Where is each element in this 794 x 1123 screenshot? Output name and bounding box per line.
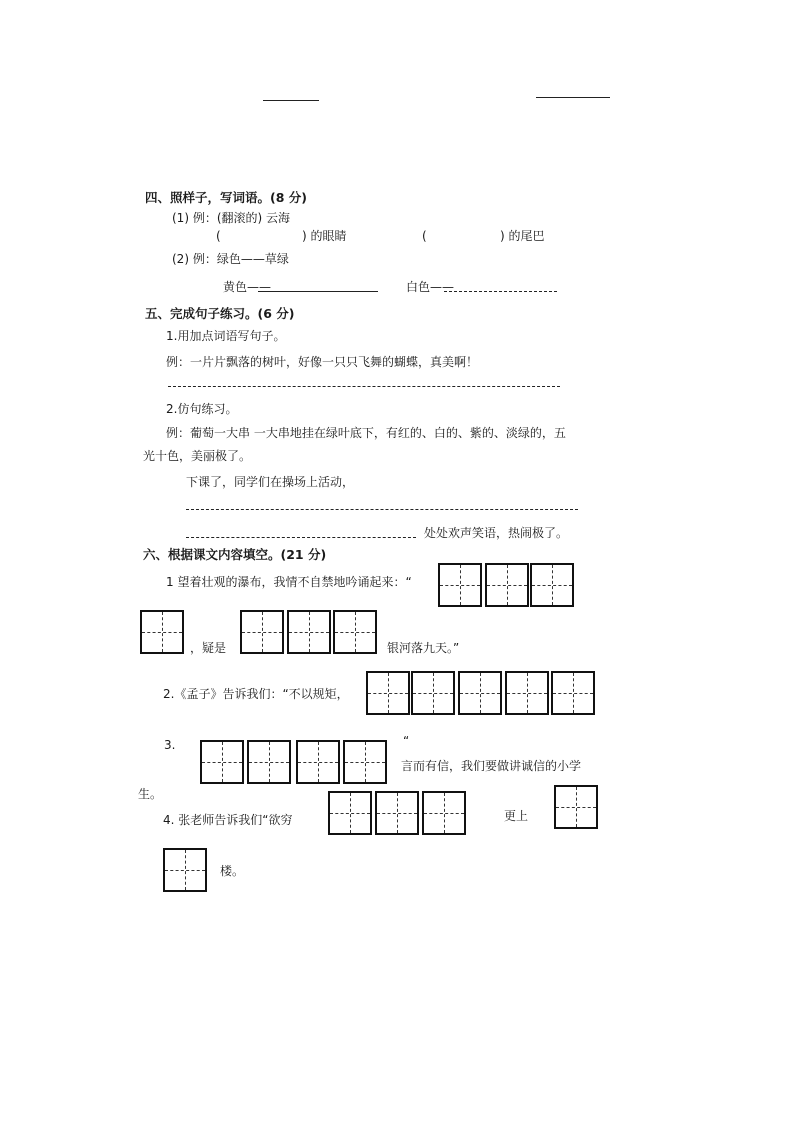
s5-q2-ending: 处处欢声笑语，热闹极了。 bbox=[424, 526, 569, 540]
s6-q3-continuation: 生。 bbox=[138, 787, 163, 801]
s5-q1-answer-line bbox=[168, 386, 560, 387]
s5-q1-example: 例：一片片飘落的树叶，好像一只只飞舞的蝴蝶，真美啊！ bbox=[166, 355, 479, 369]
s5-q2-example-line2: 光十色，美丽极了。 bbox=[143, 449, 252, 463]
s6-q4-box-3[interactable] bbox=[422, 791, 466, 835]
s6-q2-box-1[interactable] bbox=[366, 671, 410, 715]
header-rule-left bbox=[263, 100, 319, 101]
s6-q1-box-1[interactable] bbox=[438, 563, 482, 607]
s6-q3-text: 言而有信，我们要做讲诚信的小学 bbox=[401, 759, 582, 773]
section-5-title: 五、完成句子练习。(6 分) bbox=[145, 306, 295, 321]
s4-q1-blank1-close: ) 的眼睛 bbox=[302, 229, 347, 243]
s6-q2-box-2[interactable] bbox=[411, 671, 455, 715]
s5-q2-prompt: 下课了，同学们在操场上活动， bbox=[186, 475, 355, 489]
s6-q4-end: 楼。 bbox=[220, 864, 245, 878]
s6-q4-text: 4. 张老师告诉我们“欲穷 bbox=[163, 813, 293, 827]
s6-q1-box-2[interactable] bbox=[485, 563, 529, 607]
s4-q2-example: (2) 例：绿色——草绿 bbox=[172, 252, 289, 266]
s6-q3-quote: “ bbox=[403, 734, 410, 748]
s6-q3-box-3[interactable] bbox=[296, 740, 340, 784]
s6-q1-box-5[interactable] bbox=[240, 610, 284, 654]
s5-q2-label: 2.仿句练习。 bbox=[166, 402, 238, 416]
s6-q4-box-2[interactable] bbox=[375, 791, 419, 835]
s6-q4-box-1[interactable] bbox=[328, 791, 372, 835]
s6-q3-number: 3. bbox=[164, 738, 176, 752]
s6-q3-box-1[interactable] bbox=[200, 740, 244, 784]
s4-q2-line1 bbox=[258, 291, 378, 292]
s6-q4-mid: 更上 bbox=[504, 809, 529, 823]
s6-q1-end: 银河落九天。” bbox=[387, 641, 460, 655]
s4-q2-line2 bbox=[444, 291, 557, 292]
s5-q1-label: 1.用加点词语写句子。 bbox=[166, 329, 286, 343]
s4-q1-blank2-open: ( bbox=[422, 229, 427, 243]
s4-q2-word2: 白色—— bbox=[406, 280, 455, 294]
s6-q1-box-6[interactable] bbox=[287, 610, 331, 654]
s5-q2-answer-line2 bbox=[186, 537, 416, 538]
section-6-title: 六、根据课文内容填空。(21 分) bbox=[143, 547, 327, 562]
section-4-title: 四、照样子，写词语。(8 分) bbox=[145, 190, 307, 205]
header-rule-right bbox=[536, 97, 610, 98]
s6-q2-box-4[interactable] bbox=[505, 671, 549, 715]
s6-q2-text: 2.《孟子》告诉我们：“不以规矩， bbox=[163, 687, 349, 701]
s4-q1-blank2-close: ) 的尾巴 bbox=[500, 229, 545, 243]
s6-q3-box-4[interactable] bbox=[343, 740, 387, 784]
s4-q1-blank1-open: ( bbox=[216, 229, 221, 243]
s6-q1-box-7[interactable] bbox=[333, 610, 377, 654]
s6-q4-box-4[interactable] bbox=[554, 785, 598, 829]
s6-q1-mid: ，疑是 bbox=[190, 641, 227, 655]
s4-q1-example: (1) 例：(翻滚的) 云海 bbox=[172, 211, 290, 225]
s6-q1-box-4[interactable] bbox=[140, 610, 184, 654]
s5-q2-example-line1: 例：葡萄一大串 一大串地挂在绿叶底下，有红的、白的、紫的、淡绿的，五 bbox=[166, 426, 566, 440]
s6-q4-box-5[interactable] bbox=[163, 848, 207, 892]
s6-q2-box-3[interactable] bbox=[458, 671, 502, 715]
s5-q2-answer-line1 bbox=[186, 509, 578, 510]
s6-q1-text: 1 望着壮观的瀑布，我情不自禁地吟诵起来：“ bbox=[166, 575, 412, 589]
s4-q2-word1: 黄色—— bbox=[223, 280, 272, 294]
s6-q1-box-3[interactable] bbox=[530, 563, 574, 607]
s6-q3-box-2[interactable] bbox=[247, 740, 291, 784]
s6-q2-box-5[interactable] bbox=[551, 671, 595, 715]
